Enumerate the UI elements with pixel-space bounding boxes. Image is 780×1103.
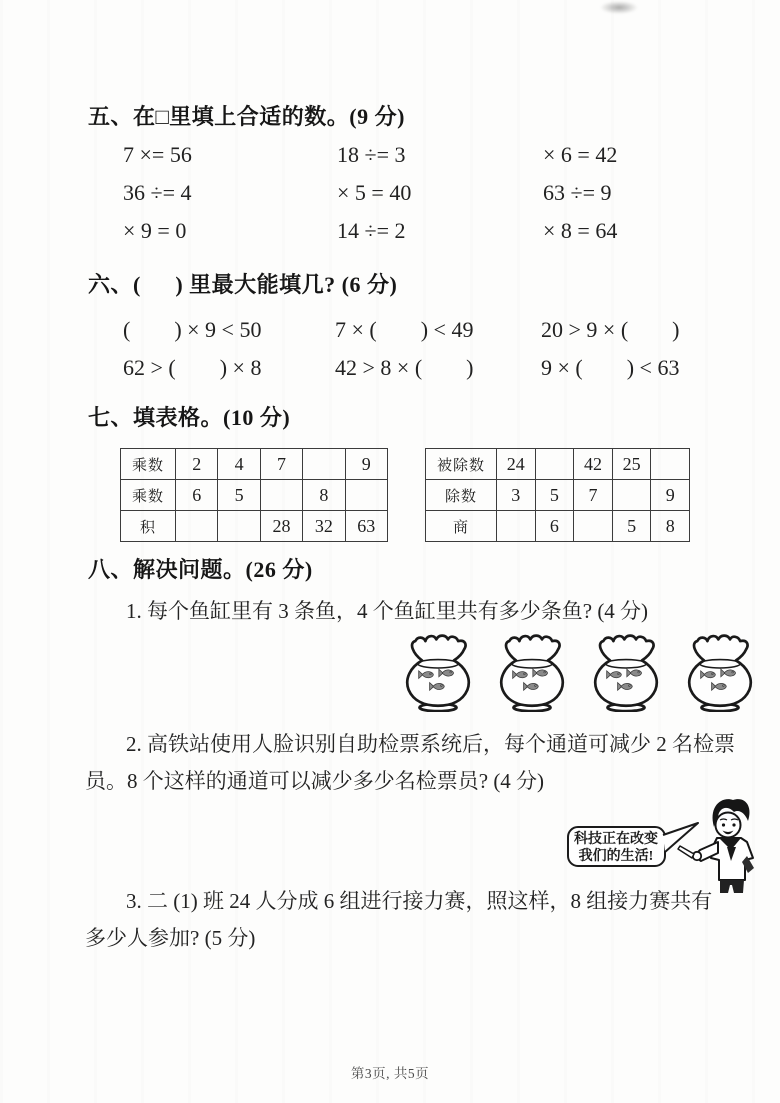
table-cell bbox=[612, 480, 651, 511]
equation-text: = 56 bbox=[151, 142, 192, 167]
equation-text: 14 ÷ bbox=[337, 218, 377, 243]
problem-1-text: 1. 每个鱼缸里有 3 条鱼，4 个鱼缸里共有多少条鱼? (4 分) bbox=[126, 599, 649, 623]
boy-figure bbox=[678, 799, 754, 893]
row-header: 商 bbox=[426, 511, 497, 542]
equation-text: = 3 bbox=[376, 142, 406, 167]
bubble-text-line2: 我们的生活! bbox=[578, 849, 654, 864]
section5-heading: 五、在□里填上合适的数。(9 分) bbox=[88, 104, 405, 129]
inequality: 7 × ( ) < 49 bbox=[335, 317, 474, 342]
equation bbox=[543, 212, 617, 250]
row-header: 积 bbox=[121, 511, 176, 542]
inequality: 42 > 8 × ( ) bbox=[335, 355, 474, 380]
section5-equation-grid bbox=[123, 136, 617, 250]
table-cell bbox=[651, 449, 690, 480]
fishbowl-icon bbox=[584, 634, 668, 712]
section8-heading: 八、解决问题。(26 分) bbox=[88, 557, 313, 582]
row-header: 除数 bbox=[426, 480, 497, 511]
page-number-footer: 第3页, 共5页 bbox=[350, 1066, 430, 1081]
table-cell: 6 bbox=[176, 480, 218, 511]
table-cell: 2 bbox=[176, 449, 218, 480]
fishbowl-illustration bbox=[396, 634, 762, 712]
bubble-text-line1: 科技正在改变 bbox=[574, 832, 658, 847]
table-cell bbox=[345, 480, 387, 511]
section6-heading: 六、( ) 里最大能填几? (6 分) bbox=[88, 272, 398, 297]
table-cell bbox=[260, 480, 302, 511]
table-cell: 5 bbox=[612, 511, 651, 542]
equation bbox=[123, 174, 337, 212]
inequality: 20 > 9 × ( ) bbox=[541, 317, 680, 342]
problem-2-text bbox=[85, 726, 765, 800]
table-cell: 3 bbox=[497, 480, 536, 511]
table-cell: 7 bbox=[260, 449, 302, 480]
equation-text: = 2 bbox=[376, 218, 406, 243]
table-row bbox=[121, 449, 388, 480]
equation-text: × 5 = 40 bbox=[337, 180, 412, 205]
problem-3-line2: 多少人参加? (5 分) bbox=[85, 926, 256, 950]
table-cell: 42 bbox=[574, 449, 613, 480]
table-row bbox=[426, 480, 690, 511]
fishbowl-icon bbox=[490, 634, 574, 712]
equation-text: 63 ÷ bbox=[543, 180, 583, 205]
problem-2-line1: 2. 高铁站使用人脸识别自助检票系统后，每个通道可减少 2 名检票 bbox=[126, 732, 735, 756]
problem-3-line1: 3. 二 (1) 班 24 人分成 6 组进行接力赛，照这样，8 组接力赛共有 bbox=[126, 889, 713, 913]
table-cell bbox=[303, 449, 345, 480]
table-row bbox=[121, 511, 388, 542]
equation bbox=[337, 174, 543, 212]
section7-heading: 七、填表格。(10 分) bbox=[88, 405, 291, 430]
table-cell: 7 bbox=[574, 480, 613, 511]
inequality: ( ) × 9 < 50 bbox=[123, 317, 262, 342]
table-cell bbox=[497, 511, 536, 542]
multiplication-table bbox=[120, 448, 388, 542]
fishbowl-icon bbox=[396, 634, 480, 712]
equation-text: 7 × bbox=[123, 142, 152, 167]
equation bbox=[543, 174, 617, 212]
table-cell: 6 bbox=[535, 511, 574, 542]
problem-3-text bbox=[85, 883, 765, 957]
row-header: 乘数 bbox=[121, 480, 176, 511]
table-cell: 8 bbox=[303, 480, 345, 511]
equation-text: 18 ÷ bbox=[337, 142, 377, 167]
inequality: 9 × ( ) < 63 bbox=[541, 355, 680, 380]
table-cell: 5 bbox=[535, 480, 574, 511]
table-row bbox=[426, 449, 690, 480]
division-table bbox=[425, 448, 690, 542]
table-cell: 24 bbox=[497, 449, 536, 480]
table-cell bbox=[535, 449, 574, 480]
equation bbox=[337, 136, 543, 174]
row-header: 被除数 bbox=[426, 449, 497, 480]
table-cell bbox=[218, 511, 260, 542]
row-header: 乘数 bbox=[121, 449, 176, 480]
section6-inequality-grid bbox=[123, 311, 679, 387]
table-cell: 9 bbox=[345, 449, 387, 480]
equation bbox=[123, 212, 337, 250]
table-cell bbox=[574, 511, 613, 542]
equation-text: × 9 = 0 bbox=[123, 218, 187, 243]
scan-artifact bbox=[600, 1, 638, 14]
table-cell: 63 bbox=[345, 511, 387, 542]
equation-text: 36 ÷ bbox=[123, 180, 163, 205]
problem-2-line2: 员。8 个这样的通道可以减少多少名检票员? (4 分) bbox=[85, 769, 545, 793]
equation-text: × 8 = 64 bbox=[543, 218, 618, 243]
fishbowl-icon bbox=[678, 634, 762, 712]
table-cell: 8 bbox=[651, 511, 690, 542]
equation-text: = 9 bbox=[582, 180, 612, 205]
equation bbox=[337, 212, 543, 250]
inequality: 62 > ( ) × 8 bbox=[123, 355, 262, 380]
table-row bbox=[426, 511, 690, 542]
equation bbox=[123, 136, 337, 174]
table-cell: 9 bbox=[651, 480, 690, 511]
table-cell: 32 bbox=[303, 511, 345, 542]
equation bbox=[543, 136, 617, 174]
equation-text: = 4 bbox=[162, 180, 192, 205]
table-cell: 4 bbox=[218, 449, 260, 480]
table-cell: 25 bbox=[612, 449, 651, 480]
table-cell: 28 bbox=[260, 511, 302, 542]
table-cell: 5 bbox=[218, 480, 260, 511]
table-cell bbox=[176, 511, 218, 542]
equation-text: × 6 = 42 bbox=[543, 142, 618, 167]
table-row bbox=[121, 480, 388, 511]
